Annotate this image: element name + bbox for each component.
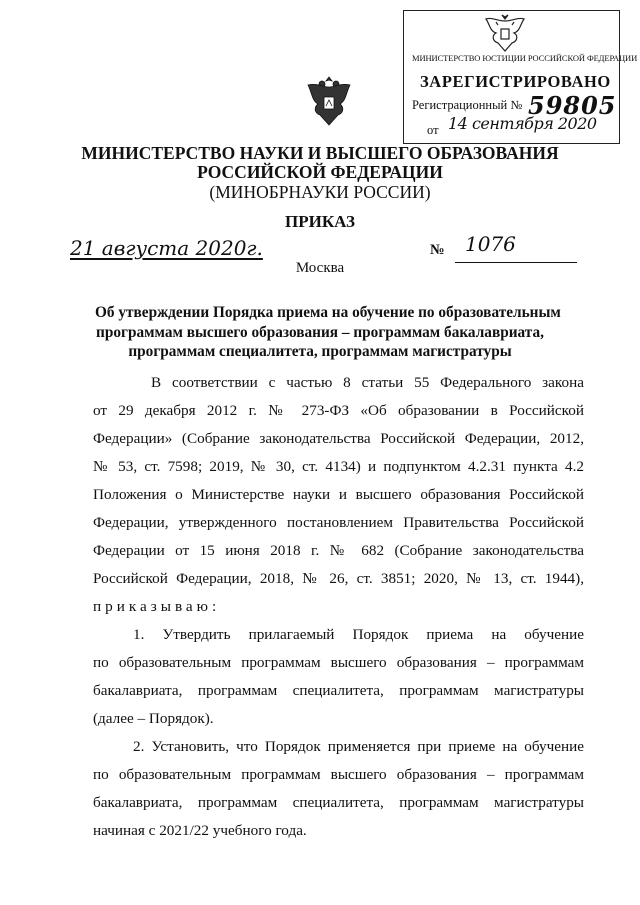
body-line: Федерации» (Собрание законодательства Российской Федерации, 2012,: [93, 430, 584, 447]
body-line: В соответствии с частью 8 статьи 55 Федерального закона: [151, 374, 584, 391]
stamp-registered-text: ЗАРЕГИСТРИРОВАНО: [420, 72, 611, 91]
ministry-short-name: (МИНОБРНАУКИ РОССИИ): [209, 182, 431, 202]
order-title: [95, 303, 561, 362]
body-line: Положения о Министерстве науки и высшего образования Российской: [93, 486, 584, 503]
prikazyvayu: приказываю:: [93, 598, 221, 615]
title-line: программам специалитета, программам магистратуры: [128, 343, 512, 360]
body-line: Федерации, утвержденного постановлением Правительства Российской: [93, 514, 584, 531]
order-number-label: №: [430, 242, 445, 258]
body-line: Российской Федерации, 2018, № 26, ст. 3851; 2020, № 13, ст. 1944),: [93, 570, 584, 587]
body-line: бакалавриата, программам специалитета, программам магистратуры: [93, 794, 584, 811]
body-line: начиная с 2021/22 учебного года.: [93, 822, 307, 839]
stamp-reg-date: 14 сентября 2020: [448, 114, 597, 133]
title-line: программам высшего образования – программам бакалавриата,: [96, 323, 544, 341]
body-line: бакалавриата, программам специалитета, программам магистратуры: [93, 682, 584, 699]
city: Москва: [295, 260, 345, 276]
body-line: по образовательным программам высшего образования – программам: [93, 654, 584, 671]
title-line: Об утверждении Порядка приема на обучение по образовательным: [95, 304, 561, 321]
body-line: Федерации от 15 июня 2018 г. № 682 (Собрание законодательства: [93, 542, 584, 559]
document-type: ПРИКАЗ: [285, 212, 355, 231]
order-number: 1076: [465, 232, 516, 256]
coat-of-arms-icon: [305, 75, 353, 131]
ministry-name-line2: РОССИЙСКОЙ ФЕДЕРАЦИИ: [197, 162, 443, 182]
stamp-eagle-icon: [482, 13, 528, 55]
stamp-ministry-text: МИНИСТЕРСТВО ЮСТИЦИИ РОССИЙСКОЙ ФЕДЕРАЦИИ: [412, 53, 638, 63]
order-date: 21 августа 2020г.: [70, 236, 263, 260]
stamp-reg-number: 59805: [528, 91, 617, 120]
body-line: по образовательным программам высшего образования – программам: [93, 766, 584, 783]
body-line: от 29 декабря 2012 г. № 273-ФЗ «Об образовании в Российской: [93, 402, 584, 419]
body-line: (далее – Порядок).: [93, 710, 214, 727]
body-line: 1. Утвердить прилагаемый Порядок приема на обучение: [133, 626, 584, 643]
stamp-from-label: от: [427, 123, 439, 137]
ministry-name-line1: МИНИСТЕРСТВО НАУКИ И ВЫСШЕГО ОБРАЗОВАНИЯ: [81, 143, 559, 163]
body-line: 2. Установить, что Порядок применяется при приеме на обучение: [133, 738, 584, 755]
stamp-reg-label: Регистрационный №: [412, 98, 523, 112]
body-line: № 53, ст. 7598; 2019, № 30, ст. 4134) и подпунктом 4.2.31 пункта 4.2: [93, 458, 584, 475]
